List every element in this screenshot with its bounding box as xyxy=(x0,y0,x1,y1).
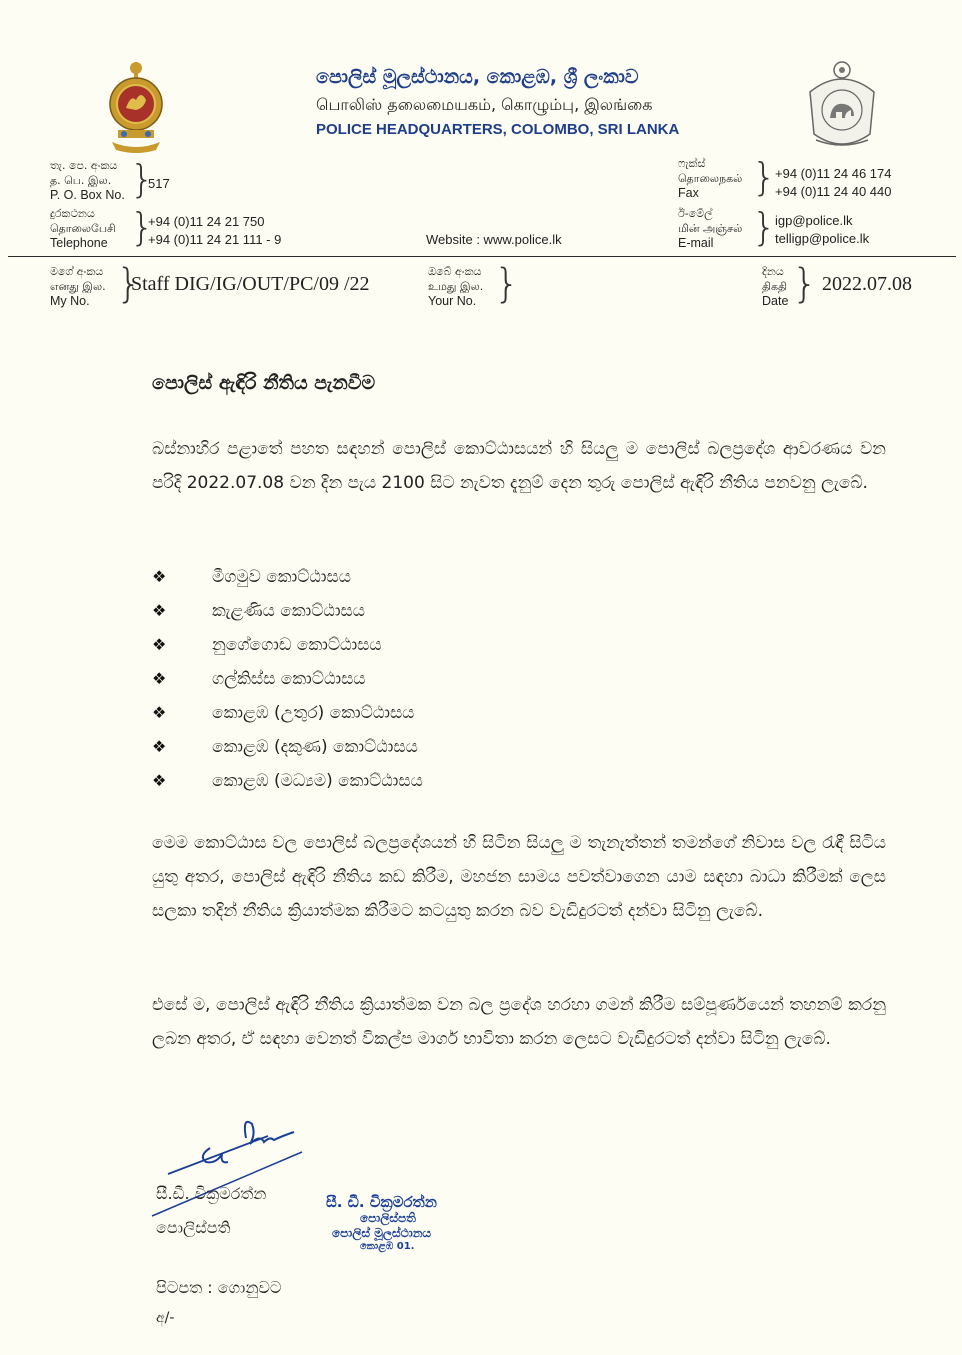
fax-value-2: +94 (0)11 24 40 440 xyxy=(775,184,892,199)
your-no-label: ඔබේ අංකය உமது இல. Your No. xyxy=(428,265,484,308)
bullet-icon: ❖ xyxy=(152,737,167,756)
telephone-label: දුරකථනය தொலைபேசி Telephone xyxy=(50,207,116,250)
bullet-icon: ❖ xyxy=(152,635,167,654)
pobox-label: තැ. පෙ. අංකය த. பெ. இல. P. O. Box No. xyxy=(50,159,125,202)
fax-brace: } xyxy=(752,155,777,199)
signatory-designation: පොලිස්පති xyxy=(156,1218,231,1237)
copy-to-line: පිටපත : ගොනුවට xyxy=(156,1278,282,1297)
telephone-value-1: +94 (0)11 24 21 750 xyxy=(148,214,265,229)
date-brace: } xyxy=(792,261,818,307)
telephone-brace: } xyxy=(130,205,155,249)
list-item: ❖ කොළඹ (දකුණ) කොට්ඨාසය xyxy=(152,730,423,764)
my-no-brace: } xyxy=(116,261,142,307)
bullet-icon: ❖ xyxy=(152,703,167,722)
email-label: ඊ-මේල් மின் அஞ்சல் E-mail xyxy=(678,207,743,250)
website-link[interactable]: Website : www.police.lk xyxy=(426,232,562,247)
list-item: ❖ නුගේගොඩ කොට්ඨාසය xyxy=(152,628,423,662)
signatory-name: සී.ඩී. වික්‍රමරත්න xyxy=(156,1184,267,1203)
document-title: පොලිස් ඇඳිරි නීතිය පැනවීම xyxy=(152,372,376,394)
email-brace: } xyxy=(752,205,777,249)
pobox-brace: } xyxy=(130,157,155,201)
email-value-1[interactable]: igp@police.lk xyxy=(775,213,853,228)
bullet-icon: ❖ xyxy=(152,567,167,586)
letterhead-title-english: POLICE HEADQUARTERS, COLOMBO, SRI LANKA xyxy=(316,121,680,138)
date-value: 2022.07.08 xyxy=(822,273,912,295)
list-item: ❖ මීගමුව කොට්ඨාසය xyxy=(152,560,423,594)
paragraph-2: මෙම කොට්ඨාස වල පොලිස් බලප්‍රදේශයන් හි සිටින සියලු ම තැනැත්තන් තමන්ගේ නිවාස වල රැඳී සිටිය යුතු අතර, පොලිස් ඇඳිරි නීතිය කඩ කිරීම, මහජන සාමය පවත්වාගෙන යාම සඳහා බාධා කිරීමක් ලෙස සලකා තදින් නීතිය ක්‍රියාත්මක කිරීමට කටයුතු කරන බව වැඩිදුරටත් දන්වා සිටිනු ලැබේ. xyxy=(152,833,886,921)
pobox-value: 517 xyxy=(148,176,170,191)
division-list xyxy=(152,560,423,798)
paragraph-1: බස්නාහිර පළාතේ පහත සඳහන් පොලිස් කොට්ඨාසයන් හි සියලු ම පොලිස් බලප්‍රදේශ ආවරණය වන පරිදි 2022.07.08 වන දින පැය 2100 සිට නැවත දැනුම් දෙන තුරු පොලිස් ඇඳිරි නීතිය පනවනු ලැබේ. xyxy=(152,439,886,493)
your-no-brace: } xyxy=(494,261,520,307)
initials: අ/- xyxy=(156,1310,175,1326)
police-emblem-logo xyxy=(804,60,880,154)
sri-lanka-emblem-logo xyxy=(104,60,168,154)
list-item: ❖ කොළඹ (මධ්‍යම) කොට්ඨාසය xyxy=(152,764,423,798)
list-item: ❖ ගල්කිස්ස කොට්ඨාසය xyxy=(152,662,423,696)
letterhead-title-tamil: பொலிஸ் தலைமையகம், கொழும்பு, இலங்கை xyxy=(316,95,653,114)
list-item: ❖ කැළණිය කොට්ඨාසය xyxy=(152,594,423,628)
bullet-icon: ❖ xyxy=(152,669,167,688)
letterhead-title-sinhala: පොලිස් මූලස්ථානය, කොළඹ, ශ්‍රී ලංකාව xyxy=(316,66,639,88)
telephone-value-2: +94 (0)11 24 21 111 - 9 xyxy=(148,232,282,247)
bullet-icon: ❖ xyxy=(152,771,167,790)
date-label: දිනය திகதி Date xyxy=(762,265,789,308)
fax-value-1: +94 (0)11 24 46 174 xyxy=(775,166,892,181)
header-divider xyxy=(8,256,956,257)
paragraph-3: එසේ ම, පොලිස් ඇඳිරි නීතිය ක්‍රියාත්මක වන බල ප්‍රදේශ හරහා ගමන් කිරීම සම්පූර්ණයෙන් තහනම් කරනු ලබන අතර, ඒ සඳහා වෙනත් විකල්ප මාර්ග භාවිතා කරන ලෙසට වැඩිදුරටත් දන්වා සිටිනු ලැබේ. xyxy=(152,995,886,1049)
fax-label: ෆැක්ස් தொலைநகல் Fax xyxy=(678,157,743,200)
list-item: ❖ කොළඹ (උතුර) කොට්ඨාසය xyxy=(152,696,423,730)
my-no-value: Staff DIG/IG/OUT/PC/09 /22 xyxy=(131,273,370,295)
email-value-2[interactable]: telligp@police.lk xyxy=(775,231,870,246)
official-stamp: සී. ඩී. වික්‍රමරත්න පොලිස්පති පොලිස් මූලස්ථානය කොළඹ 01. xyxy=(326,1193,437,1252)
bullet-icon: ❖ xyxy=(152,601,167,620)
my-no-label: මගේ අංකය எனது இல. My No. xyxy=(50,265,106,308)
